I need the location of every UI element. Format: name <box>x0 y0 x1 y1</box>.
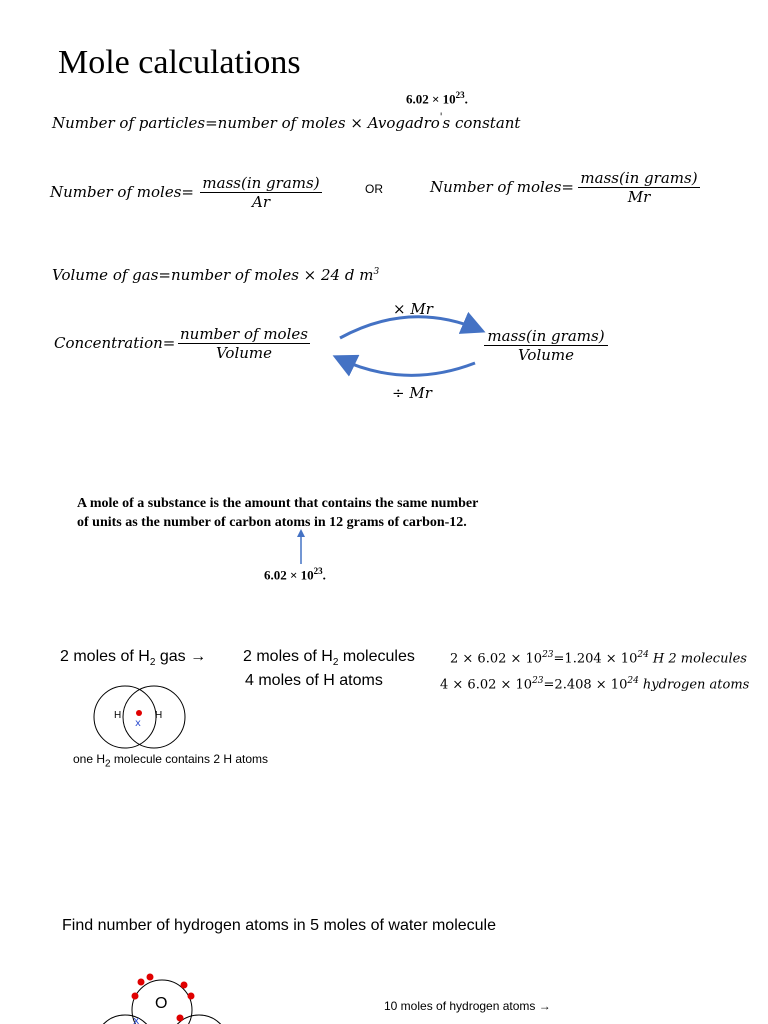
divide-mr-label: ÷ Mr <box>392 384 432 402</box>
oxygen-label: O <box>155 995 168 1012</box>
moles-ar-fraction: mass(in grams) Ar <box>200 174 322 211</box>
h-atom-left-label: H <box>114 710 122 721</box>
electron-red <box>136 710 142 716</box>
example-h-atoms: 4 moles of H atoms <box>245 672 383 689</box>
h-atom-left-circle <box>94 686 156 748</box>
example-h2-molecules: 2 moles of $H_2$ molecules <box>243 648 415 669</box>
moles-ar-equation-lhs: Number of moles= <box>50 183 194 201</box>
example-h2-gas: 2 moles of $H_2$ gas → <box>60 648 207 669</box>
h2-caption: one $H_2$ molecule contains 2 H atoms <box>73 752 268 770</box>
calc-hydrogen-atoms: $4 \times 6.02 \times 10^{23}=2.408 \times 10^{24}$ hydrogen atoms <box>440 676 750 693</box>
particles-equation: Number of particles=number of moles × Avogadro's constant <box>52 112 521 132</box>
electron-blue-cross: x <box>135 718 141 729</box>
page-title: Mole calculations <box>58 44 301 81</box>
moles-mr-fraction: mass(in grams) Mr <box>578 169 700 206</box>
avogadro-value: $6.02 \times 10^{23}$. <box>264 566 326 583</box>
top-curved-arrow <box>340 317 480 338</box>
avogadro-note-top: $6.02 \times 10^{23}$. <box>406 90 468 107</box>
concentration-equation-lhs: Concentration= <box>54 334 176 352</box>
mole-definition-line2: of units as the number of carbon atoms in 12 grams of carbon-12. <box>77 515 467 530</box>
concentration-fraction: number of moles Volume <box>178 325 310 362</box>
multiply-mr-label: × Mr <box>393 300 433 318</box>
moles-mr-equation-lhs: Number of moles= <box>430 178 574 196</box>
mole-definition-line1: A mole of a substance is the amount that contains the same number <box>77 496 479 511</box>
answer-text: 10 moles of hydrogen atoms → <box>384 999 551 1013</box>
svg-text:x: x <box>133 1014 140 1024</box>
mass-volume-fraction: mass(in grams) Volume <box>484 327 608 364</box>
gas-volume-equation: Volume of gas=number of moles × 24 d $m^3$ <box>52 266 380 284</box>
water-question: Find number of hydrogen atoms in 5 moles of water molecule <box>62 917 496 934</box>
hydrogen-atom-left-circle <box>95 1015 155 1024</box>
or-label: OR <box>365 182 383 196</box>
calc-h2-molecules: $2 \times 6.02 \times 10^{23}=1.204 \times 10^{24}$ H 2 molecules <box>450 650 747 667</box>
bottom-curved-arrow <box>338 358 475 375</box>
h-atom-right-circle <box>123 686 185 748</box>
h-atom-right-label: H <box>155 710 163 721</box>
